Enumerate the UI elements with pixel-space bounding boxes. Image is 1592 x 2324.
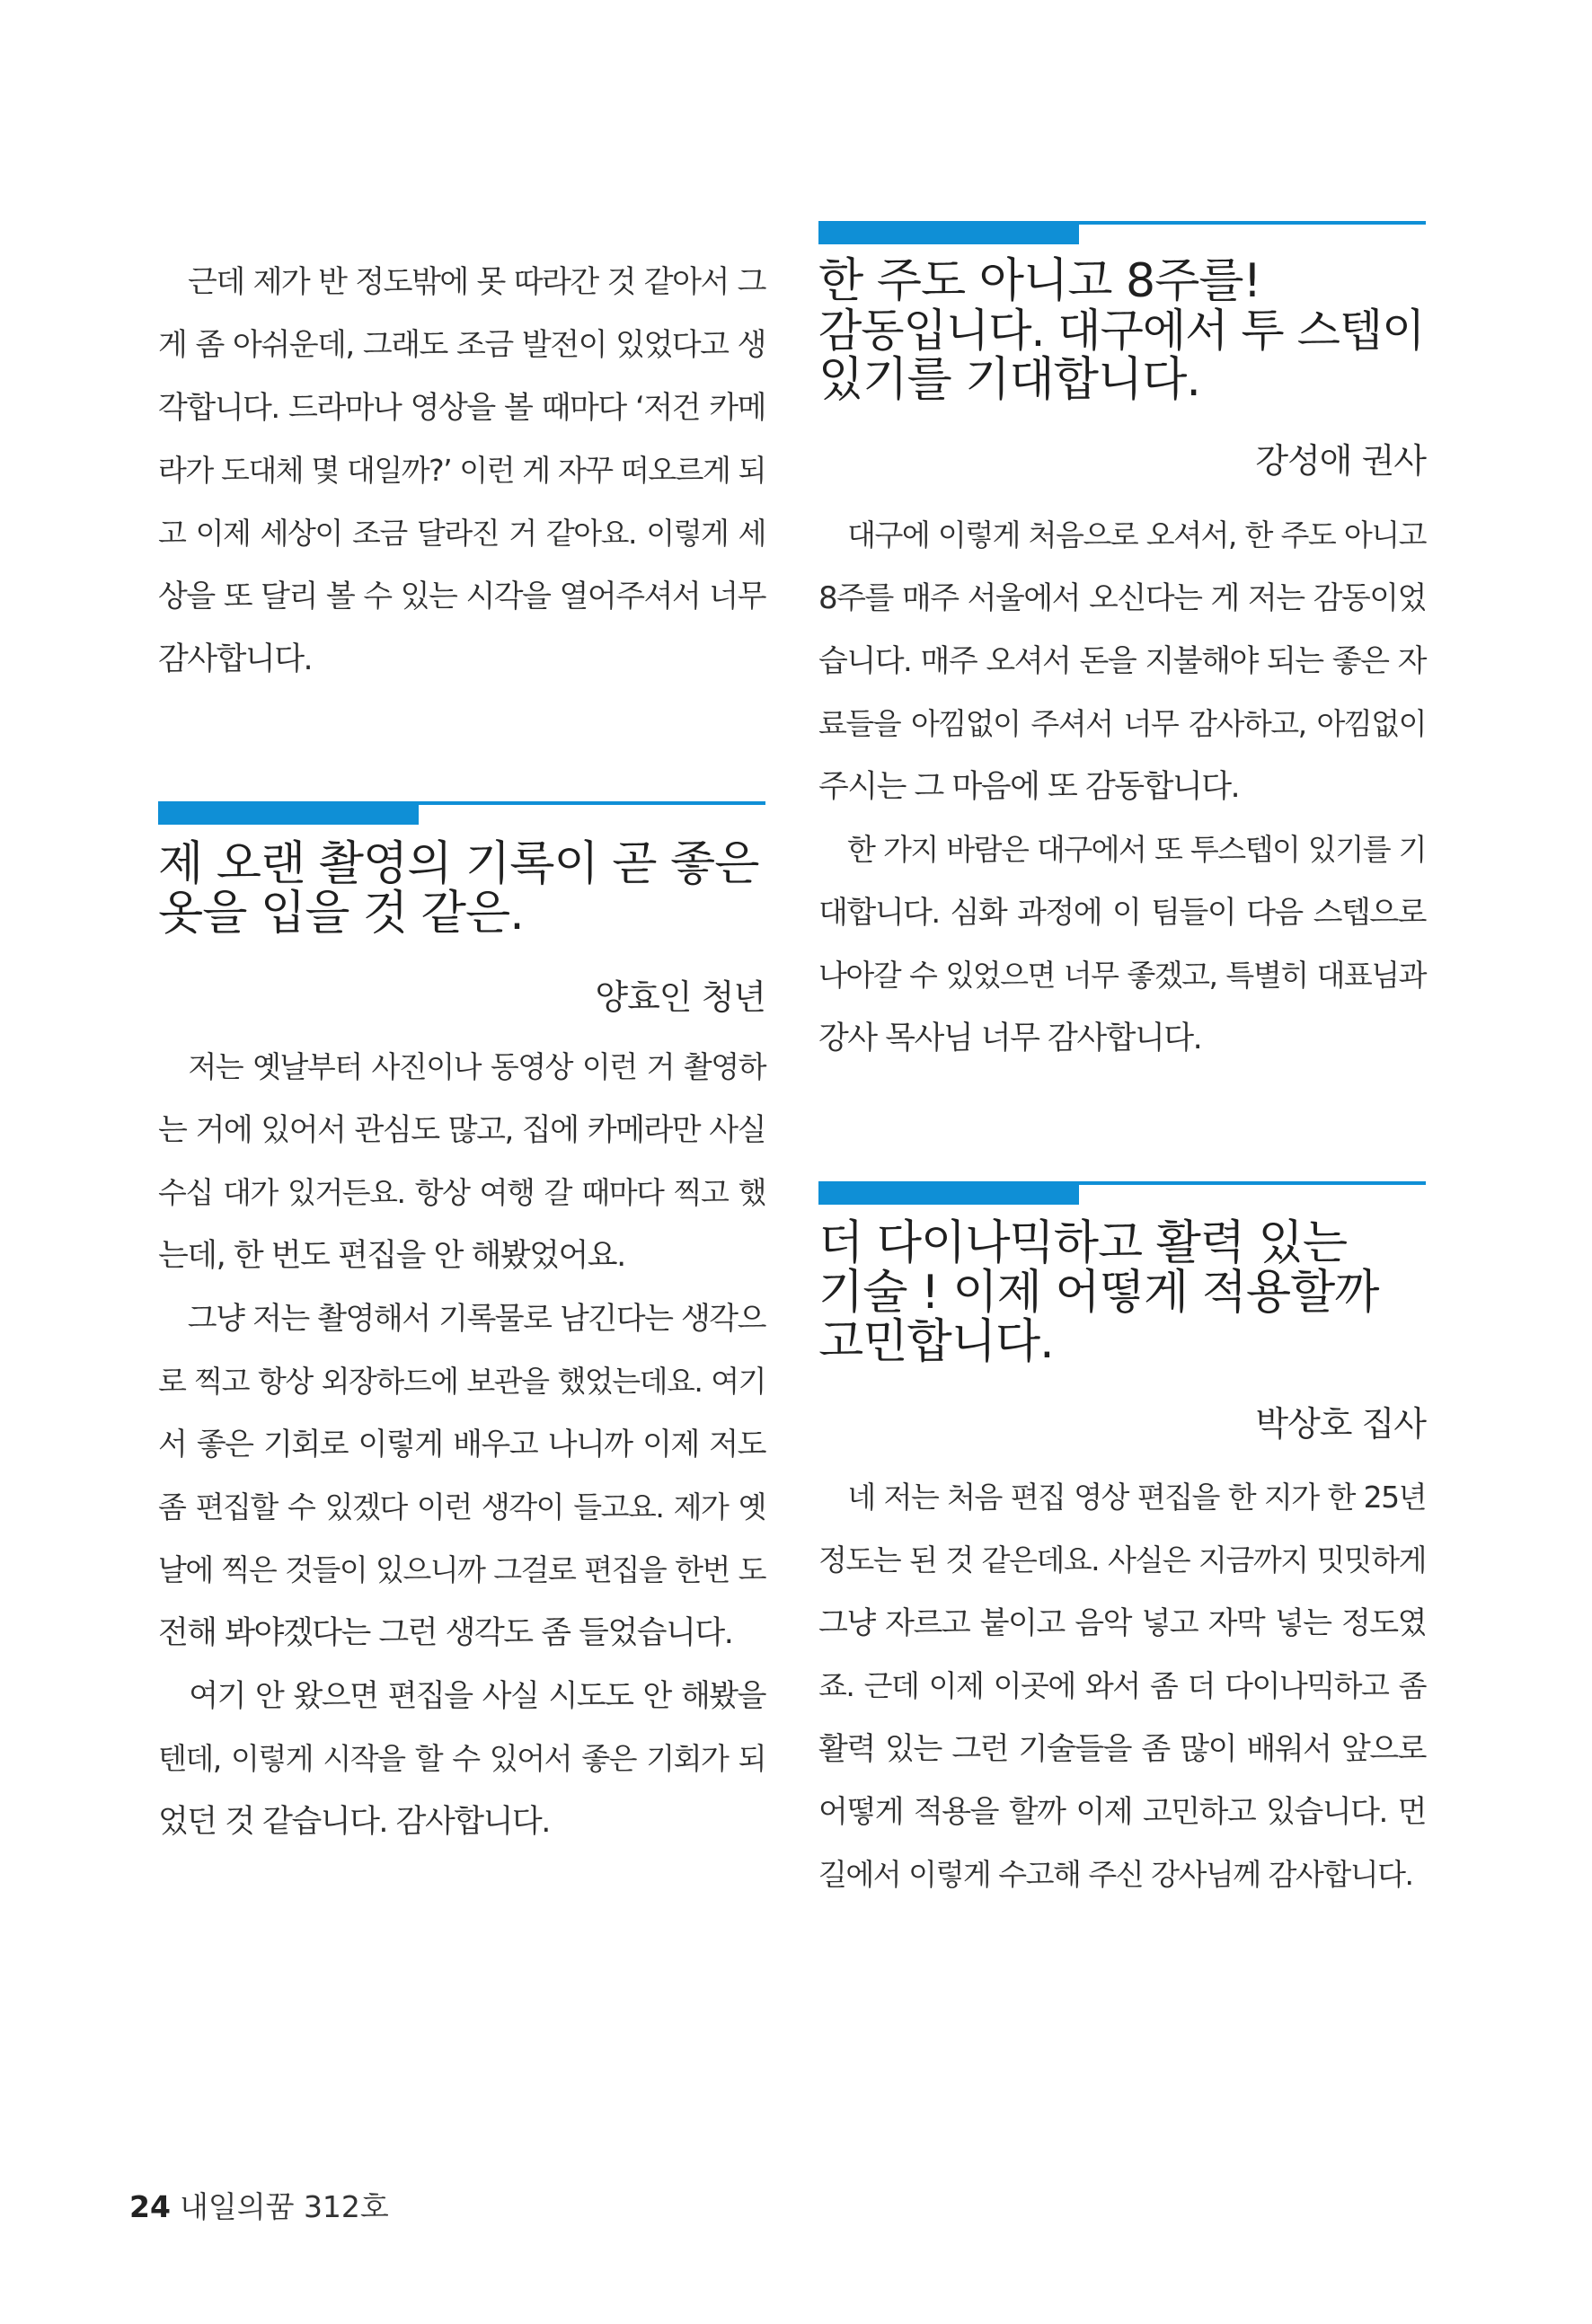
text-line: 고 이제 세상이 조금 달라진 거 같아요. 이렇게 세 bbox=[158, 516, 765, 551]
text-line: 었던 것 같습니다. 감사합니다. bbox=[158, 1804, 550, 1840]
testimonial-body bbox=[818, 504, 1426, 1070]
section-divider bbox=[818, 1181, 1426, 1205]
testimonial-body bbox=[818, 1466, 1426, 1906]
byline: 양효인 청년 bbox=[595, 977, 765, 1017]
left-column bbox=[158, 0, 765, 2324]
divider-accent-block bbox=[158, 801, 419, 825]
testimonial-body bbox=[158, 1036, 765, 1853]
text-line: 한 가지 바람은 대구에서 또 투스텝이 있기를 기 bbox=[818, 832, 1426, 867]
text-line: 정도는 된 것 같은데요. 사실은 지금까지 밋밋하게 bbox=[818, 1542, 1426, 1577]
text-line: 는데, 한 번도 편집을 안 해봤었어요. bbox=[158, 1238, 625, 1274]
text-line: 대합니다. 심화 과정에 이 팀들이 다음 스텝으로 bbox=[818, 895, 1426, 931]
text-line: 습니다. 매주 오셔서 돈을 지불해야 되는 좋은 자 bbox=[818, 643, 1426, 679]
text-line: 주시는 그 마음에 또 감동합니다. bbox=[818, 769, 1240, 805]
byline: 강성애 권사 bbox=[1255, 441, 1426, 481]
section-divider bbox=[818, 221, 1426, 244]
divider-accent-block bbox=[818, 1181, 1079, 1205]
text-line: 서 좋은 기회로 이렇게 배우고 나니까 이제 저도 bbox=[158, 1427, 765, 1462]
section-headline: 더 다이나믹하고 활력 있는 기술 ! 이제 어떻게 적용할까 고민합니다. bbox=[818, 1216, 1379, 1369]
text-line: 텐데, 이렇게 시작을 할 수 있어서 좋은 기회가 되 bbox=[158, 1741, 765, 1776]
text-line: 강사 목사님 너무 감사합니다. bbox=[818, 1021, 1202, 1056]
byline: 박상호 집사 bbox=[1255, 1404, 1426, 1444]
right-column bbox=[818, 0, 1426, 2324]
text-line: 네 저는 처음 편집 영상 편집을 한 지가 한 25년 bbox=[818, 1480, 1426, 1515]
text-line: 그냥 저는 촬영해서 기록물로 남긴다는 생각으 bbox=[158, 1301, 765, 1337]
text-line: 좀 편집할 수 있겠다 이런 생각이 들고요. 제가 옛 bbox=[158, 1489, 765, 1524]
section-headline: 제 오랜 촬영의 기록이 곧 좋은 옷을 입을 것 같은. bbox=[158, 837, 759, 941]
text-line: 전해 봐야겠다는 그런 생각도 좀 들었습니다. bbox=[158, 1615, 733, 1651]
divider-accent-block bbox=[818, 221, 1079, 244]
text-line: 게 좀 아쉬운데, 그래도 조금 발전이 있었다고 생 bbox=[158, 327, 765, 363]
publication-name: 내일의꿈 312호 bbox=[179, 2189, 389, 2224]
text-line: 죠. 근데 이제 이곳에 와서 좀 더 다이나믹하고 좀 bbox=[818, 1668, 1426, 1703]
text-line: 라가 도대체 몇 대일까?’ 이런 게 자꾸 떠오르게 되 bbox=[158, 453, 765, 488]
page-number: 24 bbox=[129, 2189, 171, 2224]
intro-paragraph bbox=[158, 251, 765, 691]
section-headline: 한 주도 아니고 8주를! 감동입니다. 대구에서 투 스텝이 있기를 기대합니다. bbox=[818, 254, 1425, 407]
text-line: 저는 옛날부터 사진이나 동영상 이런 거 촬영하 bbox=[158, 1049, 765, 1084]
page-footer bbox=[129, 2185, 389, 2230]
text-line: 어떻게 적용을 할까 이제 고민하고 있습니다. 먼 bbox=[818, 1794, 1426, 1830]
text-line: 는 거에 있어서 관심도 많고, 집에 카메라만 사실 bbox=[158, 1112, 765, 1148]
text-line: 근데 제가 반 정도밖에 못 따라간 것 같아서 그 bbox=[158, 264, 765, 300]
text-line: 활력 있는 그런 기술들을 좀 많이 배워서 앞으로 bbox=[818, 1731, 1426, 1767]
section-divider bbox=[158, 801, 765, 825]
text-line: 길에서 이렇게 수고해 주신 강사님께 감사합니다. bbox=[818, 1857, 1413, 1892]
text-line: 상을 또 달리 볼 수 있는 시각을 열어주셔서 너무 bbox=[158, 579, 765, 614]
text-line: 료들을 아낌없이 주셔서 너무 감사하고, 아낌없이 bbox=[818, 706, 1426, 741]
text-line: 날에 찍은 것들이 있으니까 그걸로 편집을 한번 도 bbox=[158, 1552, 765, 1587]
text-line: 8주를 매주 서울에서 오신다는 게 저는 감동이었 bbox=[818, 580, 1426, 616]
text-line: 나아갈 수 있었으면 너무 좋겠고, 특별히 대표님과 bbox=[818, 958, 1426, 993]
text-line: 수십 대가 있거든요. 항상 여행 갈 때마다 찍고 했 bbox=[158, 1175, 765, 1210]
text-line: 그냥 자르고 붙이고 음악 넣고 자막 넣는 정도였 bbox=[818, 1605, 1426, 1641]
text-line: 각합니다. 드라마나 영상을 볼 때마다 ‘저건 카메 bbox=[158, 390, 765, 426]
text-line: 대구에 이렇게 처음으로 오셔서, 한 주도 아니고 bbox=[818, 517, 1426, 552]
text-line: 감사합니다. bbox=[158, 641, 313, 677]
text-line: 여기 안 왔으면 편집을 사실 시도도 안 해봤을 bbox=[158, 1678, 765, 1714]
text-line: 로 찍고 항상 외장하드에 보관을 했었는데요. 여기 bbox=[158, 1364, 765, 1399]
